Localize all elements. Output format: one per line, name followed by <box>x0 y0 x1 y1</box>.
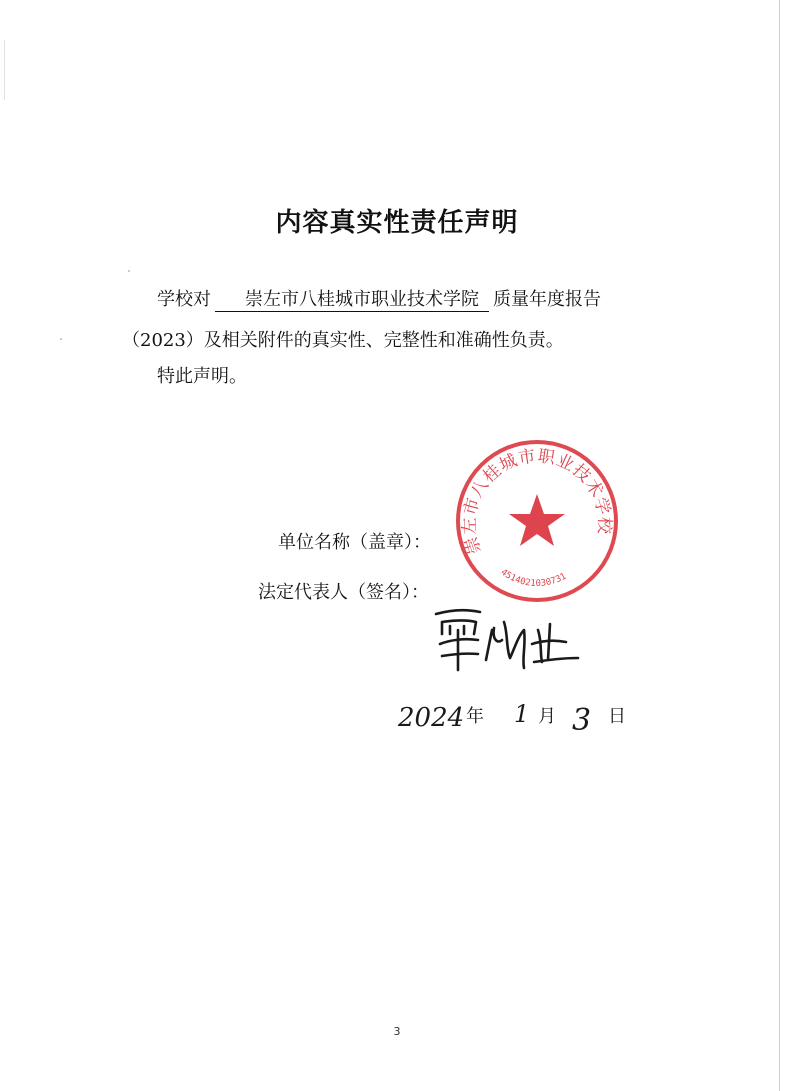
seal-code: 4514021030731 <box>498 567 569 590</box>
school-name-fill: 崇左市八桂城市职业技术学院 <box>215 285 489 312</box>
page-edge-left <box>4 40 5 100</box>
handwritten-month <box>508 692 538 736</box>
statement-prefix: 学校对 <box>157 289 211 310</box>
statement-closing: 特此声明。 <box>157 366 247 387</box>
svg-text:4514021030731 <box>499 567 569 589</box>
official-seal <box>454 438 620 604</box>
legal-representative-label: 法定代表人（签名）： <box>258 582 429 603</box>
statement-line-1 <box>157 285 601 312</box>
svg-text:1: 1 <box>514 700 530 728</box>
seal-text: 崇左市八桂城市职业技术学校 <box>459 446 615 557</box>
unit-name-label: 单位名称（盖章）： <box>278 532 431 553</box>
date-row <box>396 688 656 748</box>
seal-star-icon <box>509 494 565 546</box>
page-edge <box>779 0 780 1091</box>
statement-line-2: （2023）及相关附件的真实性、完整性和准确性负责。 <box>122 330 564 351</box>
handwritten-day <box>568 694 604 744</box>
svg-text:3: 3 <box>572 703 592 738</box>
scan-speck <box>128 270 130 272</box>
document-title: 内容真实性责任声明 <box>275 208 519 238</box>
day-char: 日 <box>608 706 626 727</box>
handwritten-signature <box>428 600 588 680</box>
scan-speck <box>60 338 62 340</box>
month-char: 月 <box>538 706 556 727</box>
svg-text:2024: 2024 <box>398 703 465 733</box>
page-number: 3 <box>393 1025 401 1038</box>
year-char: 年 <box>466 706 484 727</box>
handwritten-year <box>396 688 466 738</box>
statement-suffix: 质量年度报告 <box>493 289 601 310</box>
